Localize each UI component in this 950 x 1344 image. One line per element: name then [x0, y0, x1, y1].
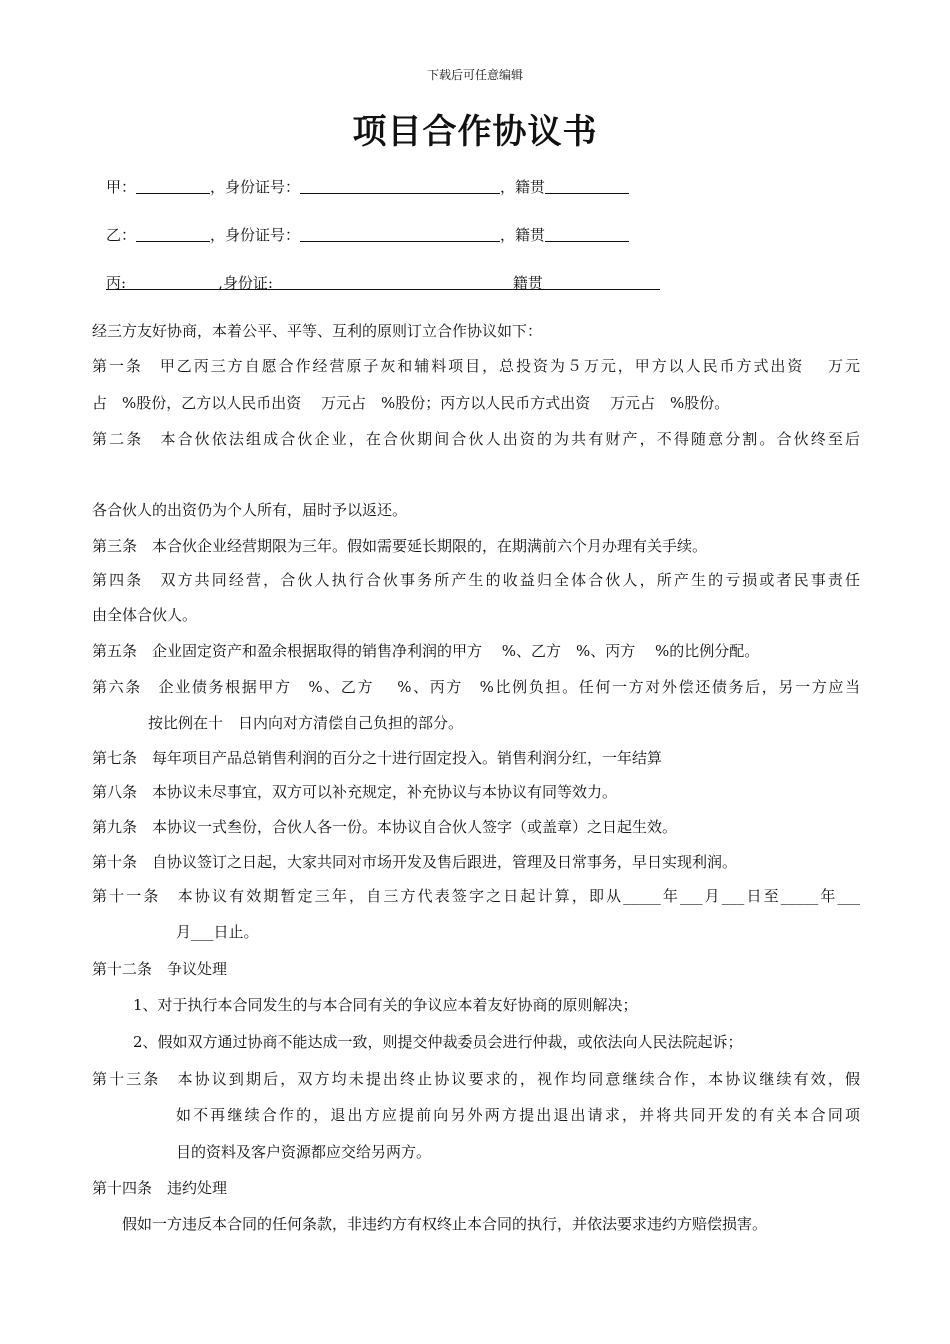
article-5: 第五条 企业固定资产和盈余根据取得的销售净利润的甲方 %、乙方 %、丙方 %的比例分配。: [92, 642, 760, 660]
party-yi-name-blank[interactable]: [136, 226, 210, 242]
intro-text: 经三方友好协商，本着公平、平等、互利的原则订立合作协议如下：: [92, 322, 543, 340]
party-yi-id-blank[interactable]: [300, 226, 500, 242]
party-jia-name-blank[interactable]: [136, 178, 210, 194]
header-note: 下载后可任意编辑: [426, 68, 523, 82]
page-title: 项目合作协议书: [352, 112, 598, 152]
article-10: 第十条 自协议签订之日起，大家共同对市场开发及售后跟进，管理及日常事务，早日实现利润。: [92, 853, 738, 871]
party-jia-origin-label: ，籍贯: [500, 178, 546, 196]
party-jia-line: [106, 176, 629, 197]
party-yi-label: 乙：: [106, 226, 137, 244]
article-11-line-1: 第十一条 本协议有效期暂定三年，自三方代表签字之日起计算，即从_____年___月___日至_____年___: [92, 887, 860, 905]
party-bing-label: 丙:: [106, 274, 127, 292]
article-1-line-1: 第一条 甲乙丙三方自愿合作经营原子灰和辅料项目，总投资为５万元，甲方以人民币方式出资 万元: [92, 357, 860, 375]
article-12-heading: 第十二条 争议处理: [92, 960, 228, 978]
article-2-line-1: 第二条 本合伙依法组成合伙企业，在合伙期间合伙人出资的为共有财产，不得随意分割。合伙终至后: [92, 430, 860, 448]
party-yi-id-label: ，身份证号：: [210, 226, 301, 244]
article-4-line-1: 第四条 双方共同经营，合伙人执行合伙事务所产生的收益归全体合伙人，所产生的亏损或者民事责任: [92, 571, 860, 589]
party-jia-id-label: ，身份证号：: [210, 178, 301, 196]
party-bing-origin-label: 籍贯: [512, 274, 543, 292]
article-7: 第七条 每年项目产品总销售利润的百分之十进行固定投入。销售利润分红，一年结算: [92, 749, 663, 767]
article-3: 第三条 本合伙企业经营期限为三年。假如需要延长期限的，在期满前六个月办理有关手续。: [92, 537, 708, 555]
article-6-line-2: 按比例在十 日内向对方清偿自己负担的部分。: [148, 714, 464, 732]
party-bing-line[interactable]: [106, 272, 660, 290]
party-jia-label: 甲：: [106, 178, 137, 196]
article-8: 第八条 本协议未尽事宜，双方可以补充规定，补充协议与本协议有同等效力。: [92, 783, 618, 801]
party-yi-line: [106, 224, 629, 245]
article-2-line-2: 各合伙人的出资仍为个人所有，届时予以返还。: [92, 501, 408, 519]
article-11-line-2: 月___日止。: [176, 923, 259, 941]
article-12-item-2: 2、假如双方通过协商不能达成一致，则提交仲裁委员会进行仲裁，或依法向人民法院起诉；: [133, 1033, 743, 1051]
party-jia-origin-blank[interactable]: [545, 178, 629, 194]
article-13-line-1: 第十三条 本协议到期后，双方均未提出终止协议要求的，视作均同意继续合作，本协议继续有效，假: [92, 1070, 860, 1088]
article-13-line-2: 如不再继续合作的，退出方应提前向另外两方提出退出请求，并将共同开发的有关本合同项: [176, 1106, 860, 1124]
party-jia-id-blank[interactable]: [300, 178, 500, 194]
article-9: 第九条 本协议一式叁份，合伙人各一份。本协议自合伙人签字（或盖章）之日起生效。: [92, 818, 678, 836]
party-yi-origin-label: ，籍贯: [500, 226, 546, 244]
party-yi-origin-blank[interactable]: [545, 226, 629, 242]
article-4-line-2: 由全体合伙人。: [92, 606, 198, 624]
article-12-item-1: 1、对于执行本合同发生的与本合同有关的争议应本着友好协商的原则解决；: [133, 996, 638, 1014]
article-6-line-1: 第六条 企业债务根据甲方 %、乙方 %、丙方 %比例负担。任何一方对外偿还债务后，另一方应当: [92, 678, 860, 696]
article-13-line-3: 目的资料及客户资源都应交给另两方。: [176, 1143, 432, 1161]
party-bing-id-label: ,身份证:: [218, 274, 273, 292]
article-1-line-2: 占 %股份，乙方以人民币出资 万元占 %股份；丙方以人民币方式出资 万元占 %股份。: [92, 394, 730, 412]
article-14-body: 假如一方违反本合同的任何条款，非违约方有权终止本合同的执行，并依法要求违约方赔偿损害。: [122, 1215, 768, 1233]
article-14-heading: 第十四条 违约处理: [92, 1179, 228, 1197]
